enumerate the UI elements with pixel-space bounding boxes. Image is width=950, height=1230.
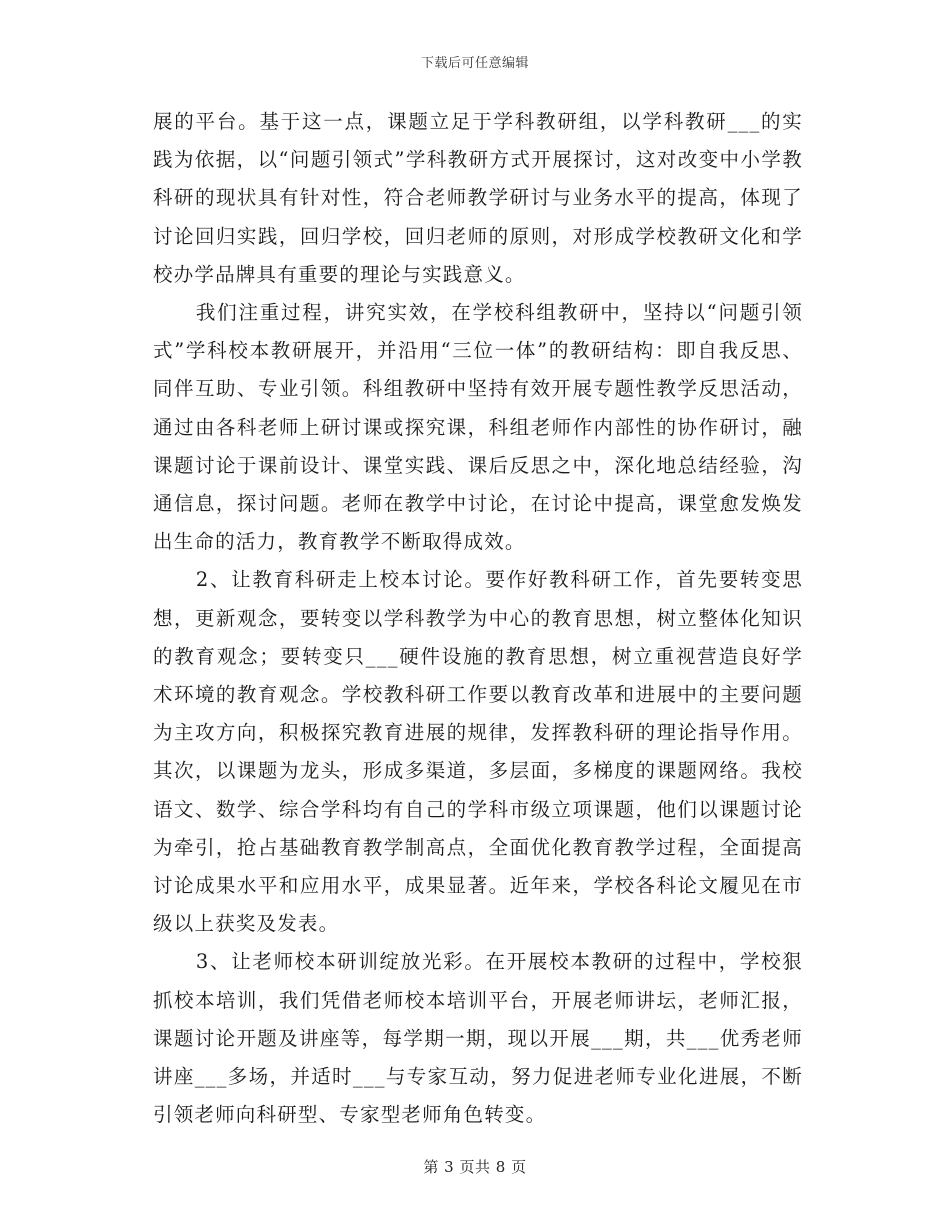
page-footer: 第 3 页共 8 页 [423, 1158, 527, 1176]
paragraph-item-2: 2、让教育科研走上校本讨论。要作好教科研工作，首先要转变思想，更新观念，要转变以学科教学为中心的教育思想，树立整体化知识的教育观念；要转变只___硬件设施的教育思想，树立重视营造良好学术环境的教育观念。学校教科研工作要以教育改革和进展中的主要问题为主攻方向，积极探究教育进展的规律，发挥教科研的理论指导作用。其次，以课题为龙头，形成多渠道，多层面，多梯度的课题网络。我校语文、数学、综合学科均有自己的学科市级立项课题，他们以课题讨论为牵引，抢占基础教育教学制高点，全面优化教育教学过程，全面提高讨论成果水平和应用水平，成果显著。近年来，学校各科论文履见在市级以上获奖及发表。 [153, 568, 803, 936]
paragraph-item-3: 3、让老师校本研训绽放光彩。在开展校本教研的过程中，学校狠抓校本培训，我们凭借老师校本培训平台，开展老师讲坛，老师汇报，课题讨论开题及讲座等，每学期一期，现以开展___期，共___优秀老师讲座___多场，并适时___与专家互动，努力促进老师专业化进展，不断引领老师向科研型、专家型老师角色转变。 [153, 950, 803, 1127]
paragraph-process: 我们注重过程，讲究实效，在学校科组教研中，坚持以“问题引领式”学科校本教研展开，并沿用“三位一体”的教研结构：即自我反思、同伴互助、专业引领。科组教研中坚持有效开展专题性教学反思活动，通过由各科老师上研讨课或探究课，科组老师作内部性的协作研讨，融课题讨论于课前设计、课堂实践、课后反思之中，深化地总结经验，沟通信息，探讨问题。老师在教学中讨论，在讨论中提高，课堂愈发焕发出生命的活力，教育教学不断取得成效。 [153, 301, 803, 554]
page-header: 下载后可任意编辑 [420, 56, 529, 71]
paragraph-continuation: 展的平台。基于这一点，课题立足于学科教研组，以学科教研___的实践为依据，以“问题引领式”学科教研方式开展探讨，这对改变中小学教科研的现状具有针对性，符合老师教学研讨与业务水平的提高，体现了讨论回归实践，回归学校，回归老师的原则，对形成学校教研文化和学校办学品牌具有重要的理论与实践意义。 [153, 110, 803, 286]
document-body [153, 103, 803, 1134]
